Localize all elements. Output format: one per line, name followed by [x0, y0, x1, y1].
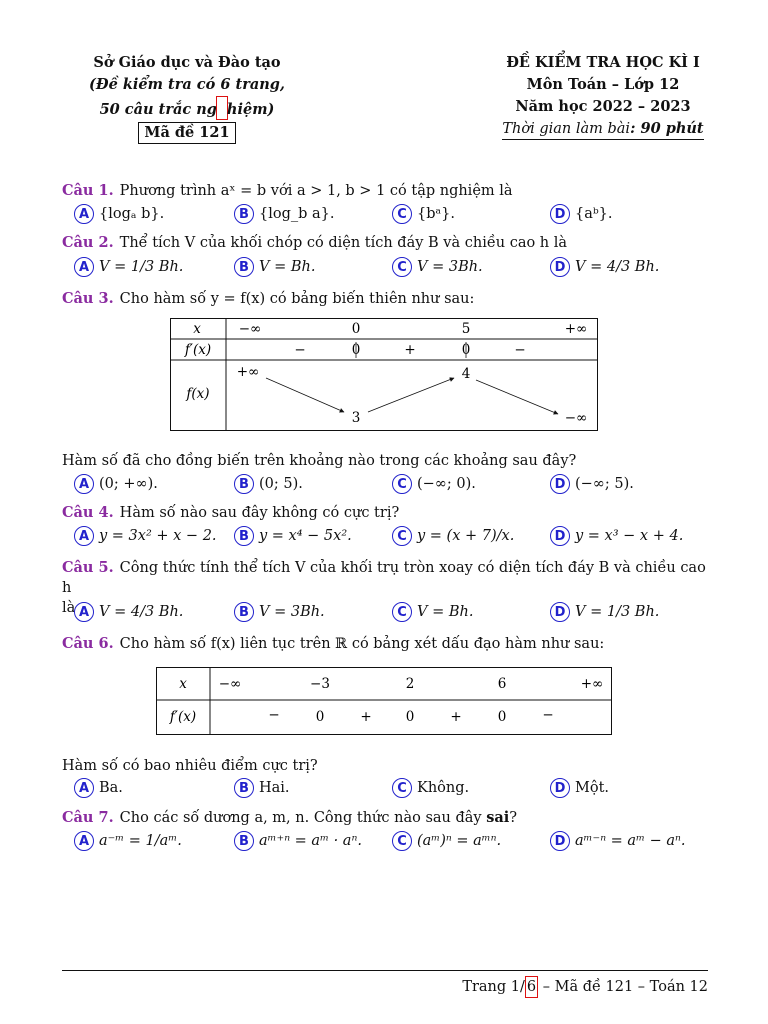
x-value: +∞	[564, 321, 588, 337]
exam-title: ĐỀ KIỂM TRA HỌC KÌ I	[506, 54, 700, 71]
option-c[interactable]: C {bᵃ}.	[392, 202, 455, 226]
f-label: f(x)	[186, 386, 210, 402]
header-right	[500, 52, 706, 140]
sign: 0	[315, 709, 325, 725]
option-d[interactable]: D V = 1/3 Bh.	[550, 600, 659, 624]
question-6-prompt: Hàm số có bao nhiêu điểm cực trị?	[62, 758, 318, 774]
option-d[interactable]: D Một.	[550, 776, 609, 800]
option-c[interactable]: C (−∞; 0).	[392, 472, 476, 496]
sign: 0	[351, 342, 361, 358]
question-label: Câu 6.	[62, 635, 114, 652]
pages-note-1: (Đề kiểm tra có 6 trang,	[89, 76, 285, 93]
department-name: Sở Giáo dục và Đào tạo	[93, 54, 281, 71]
option-a[interactable]: A {logₐ b}.	[74, 202, 164, 226]
option-d[interactable]: D V = 4/3 Bh.	[550, 255, 659, 279]
exam-subject: Môn Toán – Lớp 12	[526, 76, 680, 93]
sign-table	[156, 667, 612, 735]
fprime-label: f′(x)	[169, 709, 197, 725]
option-b[interactable]: B aᵐ⁺ⁿ = aᵐ · aⁿ.	[234, 829, 362, 853]
x-value: −∞	[218, 676, 242, 692]
question-label: Câu 7.	[62, 809, 114, 826]
question-label: Câu 2.	[62, 234, 114, 251]
question-3-options	[74, 472, 714, 496]
question-label: Câu 1.	[62, 182, 114, 199]
question-3	[62, 289, 710, 309]
option-c[interactable]: C V = Bh.	[392, 600, 473, 624]
sign-table-svg	[156, 667, 612, 735]
option-c[interactable]: C y = (x + 7)/x.	[392, 524, 514, 548]
x-label: x	[179, 676, 187, 692]
option-d[interactable]: D (−∞; 5).	[550, 472, 634, 496]
question-1-options	[74, 202, 714, 226]
option-d[interactable]: D aᵐ⁻ⁿ = aᵐ − aⁿ.	[550, 829, 685, 853]
question-label: Câu 3.	[62, 290, 114, 307]
option-c[interactable]: C (aᵐ)ⁿ = aᵐⁿ.	[392, 829, 501, 853]
option-b[interactable]: B {log_b a}.	[234, 202, 335, 226]
question-3-prompt: Hàm số đã cho đồng biến trên khoảng nào trong các khoảng sau đây?	[62, 453, 577, 469]
time-limit: Thời gian làm bài: 90 phút	[502, 121, 703, 140]
header-left	[62, 52, 312, 144]
question-label: Câu 5.	[62, 559, 114, 576]
f-value: +∞	[236, 364, 260, 380]
question-7-options	[74, 829, 714, 853]
option-b[interactable]: B V = 3Bh.	[234, 600, 325, 624]
sign: 0	[405, 709, 415, 725]
sign: +	[360, 709, 372, 725]
sign: −	[542, 707, 554, 723]
question-7: Câu 7. Cho các số dương a, m, n. Công thức nào sau đây sai?	[62, 809, 518, 826]
f-value: 3	[351, 410, 361, 426]
x-value: −3	[310, 676, 330, 692]
option-d[interactable]: D y = x³ − x + 4.	[550, 524, 683, 548]
x-label: x	[193, 321, 201, 337]
sign: 0	[497, 709, 507, 725]
question-text: Hàm số nào sau đây không có cực trị?	[119, 505, 400, 521]
option-d[interactable]: D {aᵇ}.	[550, 202, 613, 226]
question-text: Thể tích V của khối chóp có diện tích đáy B và chiều cao h là	[119, 235, 568, 251]
sign: +	[404, 342, 416, 358]
variation-table	[170, 318, 598, 431]
f-value: −∞	[564, 410, 588, 426]
sign: 0	[461, 342, 471, 358]
exam-code-box: Mã đề 121	[138, 122, 235, 144]
school-year: Năm học 2022 – 2023	[515, 98, 691, 115]
question-text: Cho hàm số f(x) liên tục trên ℝ có bảng xét dấu đạo hàm như sau:	[119, 636, 605, 652]
question-4-options	[74, 524, 714, 548]
question-5-options	[74, 600, 714, 624]
option-a[interactable]: A (0; +∞).	[74, 472, 158, 496]
question-2-options	[74, 255, 714, 279]
sign: −	[268, 707, 280, 723]
x-value: +∞	[580, 676, 604, 692]
option-a[interactable]: A y = 3x² + x − 2.	[74, 524, 217, 548]
fprime-label: f′(x)	[184, 342, 212, 358]
option-b[interactable]: B y = x⁴ − 5x².	[234, 524, 352, 548]
page-footer: Trang 1/ 6 – Mã đề 121 – Toán 12	[460, 976, 708, 998]
arrow-down	[476, 380, 558, 414]
question-label: Câu 4.	[62, 504, 114, 521]
question-text: Công thức tính thể tích V của khối trụ tròn xoay có diện tích đáy B và chiều cao h	[62, 560, 706, 596]
arrow-up	[368, 378, 454, 412]
option-a[interactable]: A a⁻ᵐ = 1/aᵐ.	[74, 829, 182, 853]
sign: +	[450, 709, 462, 725]
x-value: 0	[351, 321, 361, 337]
sign: −	[294, 342, 306, 358]
question-text: Cho các số dương a, m, n. Công thức nào sau đây	[119, 810, 487, 826]
question-text-cont: là	[62, 600, 76, 616]
x-value: 2	[405, 676, 415, 692]
option-b[interactable]: B (0; 5).	[234, 472, 303, 496]
question-text: Cho hàm số y = f(x) có bảng biến thiên như sau:	[119, 291, 475, 307]
arrow-down	[266, 378, 344, 412]
sign: −	[514, 342, 526, 358]
x-value: 6	[497, 676, 507, 692]
f-value: 4	[461, 366, 471, 382]
question-1	[62, 181, 710, 201]
option-b[interactable]: B Hai.	[234, 776, 290, 800]
option-a[interactable]: A V = 4/3 Bh.	[74, 600, 183, 624]
variation-table-svg	[170, 318, 598, 431]
question-4	[62, 503, 710, 523]
question-text: Phương trình aˣ = b với a > 1, b > 1 có tập nghiệm là	[119, 183, 513, 199]
question-6	[62, 634, 710, 654]
option-b[interactable]: B V = Bh.	[234, 255, 315, 279]
x-value: 5	[461, 321, 471, 337]
option-c[interactable]: C V = 3Bh.	[392, 255, 483, 279]
option-c[interactable]: C Không.	[392, 776, 469, 800]
question-6-options	[74, 776, 714, 800]
question-keyword: sai	[486, 809, 510, 826]
x-value: −∞	[238, 321, 262, 337]
pages-note-2: 50 câu trắc ng hiệm)	[62, 96, 312, 121]
page-total-marker: 6	[525, 976, 538, 998]
option-a[interactable]: A Ba.	[74, 776, 123, 800]
option-a[interactable]: A V = 1/3 Bh.	[74, 255, 183, 279]
footer-rule	[62, 970, 708, 971]
question-2	[62, 233, 710, 253]
